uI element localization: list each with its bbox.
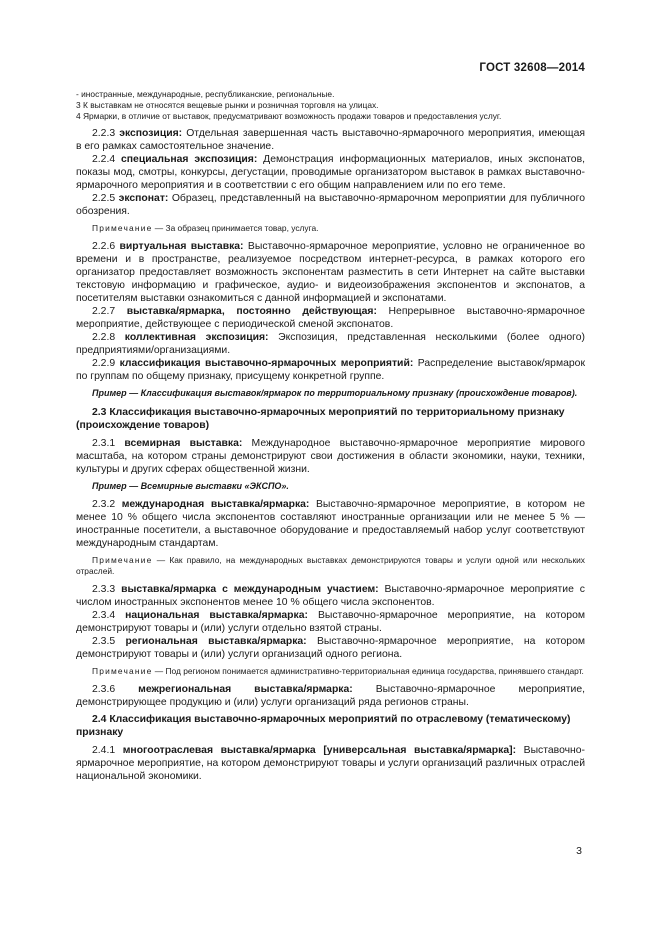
definition: Отдельная завершенная часть выставочно-ярмарочного мероприятия, имеющая в его рамках самостоятельное значение.: [76, 128, 585, 152]
example-2: Пример — Всемирные выставки «ЭКСПО».: [92, 480, 289, 491]
definition: Образец, представленный на выставочно-ярмарочном мероприятии для публичного обозрения.: [76, 193, 585, 217]
section-heading-2-3: 2.3 Классификация выставочно-ярмарочных мероприятий по территориальному признаку (происхождение товаров): [76, 406, 565, 431]
definition: Международное выставочно-ярмарочное мероприятие мирового масштаба, на котором страны демонстрируют свои достижения в области экономики, науки, техники, культуры и других сферах общественной жизни.: [76, 437, 585, 475]
footnote-3: 3 К выставкам не относятся вещевые рынки и розничная торговля на улицах.: [76, 100, 379, 110]
clause-2-3-6: [76, 683, 585, 709]
term: классификация выставочно-ярмарочных мероприятий:: [119, 358, 414, 369]
clause-number: 2.2.9: [92, 358, 116, 369]
definition: Экспозиция, представленная несколькими (более одного) предприятиями/организациями.: [76, 332, 585, 356]
clause-2-2-8: [76, 331, 585, 357]
clause-number: 2.2.6: [92, 241, 116, 252]
term: национальная выставка/ярмарка:: [125, 610, 308, 621]
term: межрегиональная выставка/ярмарка:: [138, 684, 353, 695]
clause-2-2-6: [76, 240, 585, 305]
document-body: [76, 89, 585, 783]
definition: Непрерывное выставочно-ярмарочное мероприятие, действующее с периодической сменой экспонатов.: [76, 306, 585, 330]
clause-2-2-3: [76, 127, 585, 153]
term: специальная экспозиция:: [121, 154, 258, 165]
clause-2-2-4: [76, 153, 585, 192]
note-text: — Под регионом понимается административно-территориальная единица государства, принявшего стандарт.: [152, 666, 584, 676]
clause-2-3-3: [76, 583, 585, 609]
term: экспонат:: [118, 193, 169, 204]
definition: Выставочно-ярмарочное мероприятие, в котором не менее 10 % общего числа экспонентов составляют иностранные организации или не менее 5 % — иностранные посетители, а выставочное оборудование и предоставляемый набор услуг соответствуют международным стандартам.: [76, 499, 585, 549]
clause-number: 2.3.2: [92, 499, 116, 510]
term: многоотраслевая выставка/ярмарка [универсальная выставка/ярмарка]:: [122, 745, 517, 756]
term: выставка/ярмарка, постоянно действующая:: [126, 306, 377, 317]
clause-number: 2.3.6: [92, 684, 116, 695]
clause-2-2-9: [76, 357, 585, 383]
definition: Демонстрация информационных материалов, иных экспонатов, показы мод, смотры, конкурсы, дегустации, проводимые организатором выставок в рамках выставочно-ярмарочного мероприятия и в соответствии с его общим направлением или по его теме.: [76, 154, 585, 191]
clause-2-3-2: [76, 498, 585, 550]
clause-2-2-5: [76, 192, 585, 218]
section-heading-2-4: 2.4 Классификация выставочно-ярмарочных мероприятий по отраслевому (тематическому) признаку: [76, 714, 571, 738]
note-text: — За образец принимается товар, услуга.: [152, 223, 319, 233]
example-1: Пример — Классификация выставок/ярмарок по территориальному признаку (происхождение товаров).: [92, 388, 578, 398]
term: виртуальная выставка:: [119, 241, 244, 252]
footnote-1: - иностранные, международные, республиканские, региональные.: [76, 89, 335, 99]
note-1: [76, 223, 585, 234]
note-label: Примечание: [92, 555, 153, 565]
note-2: [76, 555, 585, 577]
term: экспозиция:: [119, 128, 183, 139]
clause-2-3-5: [76, 635, 585, 661]
clause-2-2-7: [76, 305, 585, 331]
term: коллективная экспозиция:: [124, 332, 269, 343]
clause-number: 2.2.4: [92, 154, 116, 165]
document-code-header: ГОСТ 32608—2014: [479, 62, 585, 74]
clause-number: 2.2.7: [92, 306, 116, 317]
definition: Выставочно-ярмарочное мероприятие, условно не ограниченное во времени и в пространстве, реализуемое посредством интернет-ресурса, в рамках которого его организатор предоставляет возможность экспонентам разместить в сети Интернет на сайте выставки текстовую информацию и графическое, аудио- и видеоизображения экспонентов и экспонатов, а посетителям выставки ознакомиться с данной информацией и экспонатами.: [76, 241, 586, 304]
definition: Выставочно-ярмарочное мероприятие, на котором демонстрируют товары и услуги организаций различных отраслей национальной экономики.: [76, 745, 586, 782]
term: всемирная выставка:: [124, 437, 243, 449]
definition: Выставочно-ярмарочное мероприятие, на котором демонстрируют товары и (или) услуги отдельно взятой страны.: [76, 610, 586, 634]
clause-number: 2.3.3: [92, 584, 116, 595]
clause-number: 2.2.3: [92, 128, 116, 139]
clause-number: 2.3.1: [92, 437, 116, 449]
note-label: Примечание: [92, 223, 153, 233]
page-number: 3: [576, 845, 582, 857]
clause-number: 2.3.5: [92, 636, 116, 647]
definition: Выставочно-ярмарочное мероприятие с числом иностранных экспонентов менее 10 % общего числа экспонентов.: [76, 584, 585, 608]
definition: Выставочно-ярмарочное мероприятие, на котором демонстрируют товары и (или) услуги организаций одного региона.: [76, 636, 586, 660]
term: международная выставка/ярмарка:: [121, 499, 310, 510]
note-label: Примечание: [92, 666, 153, 676]
clause-number: 2.2.8: [92, 332, 116, 343]
note-3: [76, 666, 585, 677]
clause-2-4-1: [76, 744, 585, 783]
clause-number: 2.3.4: [92, 610, 116, 621]
clause-2-3-1: [76, 437, 585, 476]
definition: Распределение выставок/ярмарок по группам по общему признаку, присущему конкретной группе.: [76, 358, 585, 382]
clause-2-3-4: [76, 609, 585, 635]
definition: Выставочно-ярмарочное мероприятие, демонстрирующее продукцию и (или) услуги организаций ряда регионов страны.: [76, 684, 586, 708]
clause-number: 2.4.1: [92, 745, 116, 756]
note-text: — Как правило, на международных выставках демонстрируются товары и услуги одной или нескольких отраслей.: [76, 555, 585, 576]
footnote-4: 4 Ярмарки, в отличие от выставок, предусматривают возможность продажи товаров и предоставления услуг.: [76, 111, 502, 121]
clause-number: 2.2.5: [92, 193, 116, 204]
term: региональная выставка/ярмарка:: [125, 636, 307, 647]
term: выставка/ярмарка с международным участием:: [121, 584, 379, 595]
